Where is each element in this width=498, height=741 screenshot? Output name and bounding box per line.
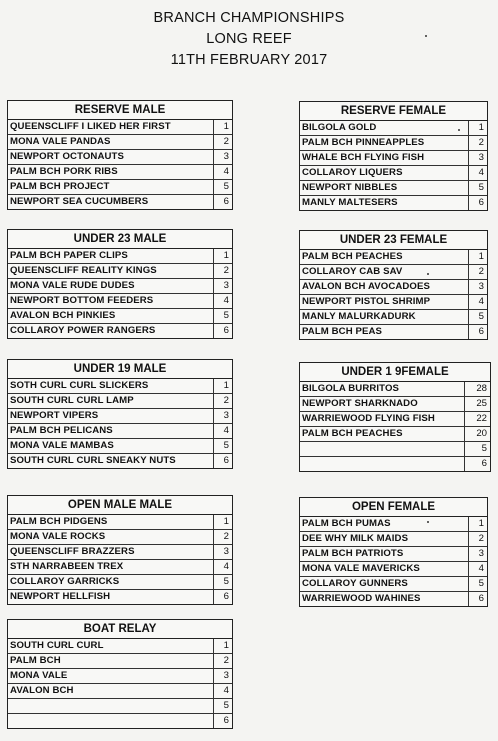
table-row (8, 195, 232, 209)
team-place: 5 (468, 577, 487, 591)
team-place: 4 (213, 560, 232, 574)
team-place: 6 (213, 714, 232, 728)
team-name: PALM BCH PORK RIBS (10, 166, 118, 177)
team-name: MANLY MALURKADURK (302, 311, 416, 322)
team-name: DEE WHY MILK MAIDS (302, 533, 409, 544)
table-boat-relay (7, 619, 233, 729)
team-name: PALM BCH PEACHES (302, 428, 403, 439)
table-row (300, 181, 487, 196)
team-place: 2 (468, 136, 487, 150)
team-place: 2 (213, 530, 232, 544)
table-row (8, 150, 232, 165)
table-row (300, 562, 487, 577)
table-row (8, 454, 232, 468)
team-place: 5 (213, 180, 232, 194)
team-place: 1 (213, 120, 232, 134)
team-place: 3 (468, 151, 487, 165)
team-name: COLLAROY GARRICKS (10, 576, 120, 587)
table-row (8, 409, 232, 424)
table-open-female (299, 497, 488, 607)
table-row (8, 309, 232, 324)
table-under-23-female (299, 230, 488, 340)
team-name: SOUTH CURL CURL LAMP (10, 395, 134, 406)
table-row (8, 394, 232, 409)
team-name (300, 442, 464, 456)
table-row (8, 249, 232, 264)
table-row (300, 310, 487, 325)
team-place: 2 (213, 394, 232, 408)
team-name: MONA VALE (10, 670, 68, 681)
team-name: NEWPORT BOTTOM FEEDERS (10, 295, 154, 306)
team-name: PALM BCH PAPER CLIPS (10, 250, 128, 261)
team-name: MANLY MALTESERS (302, 197, 398, 208)
table-row (8, 294, 232, 309)
team-name: STH NARRABEEN TREX (10, 561, 124, 572)
table-row (8, 560, 232, 575)
table-row (8, 180, 232, 195)
team-place: 6 (468, 592, 487, 606)
table-row (8, 590, 232, 604)
team-place: 5 (213, 439, 232, 453)
team-place: 1 (468, 121, 487, 135)
scan-speck (458, 129, 460, 131)
table-row (300, 382, 490, 397)
team-name: QUEENSCLIFF I LIKED HER FIRST (10, 121, 171, 132)
table-row (8, 515, 232, 530)
table-row (300, 427, 490, 442)
team-place: 6 (213, 324, 232, 338)
team-name: QUEENSCLIFF REALITY KINGS (10, 265, 157, 276)
team-place: 5 (468, 181, 487, 195)
team-name: SOTH CURL CURL SLICKERS (10, 380, 149, 391)
table-row (300, 265, 487, 280)
table-row (8, 639, 232, 654)
table-title: UNDER 1 9FEMALE (300, 363, 490, 382)
table-row (8, 165, 232, 180)
team-place: 1 (213, 515, 232, 529)
team-place: 20 (464, 427, 490, 441)
team-place: 3 (468, 547, 487, 561)
team-name: PALM BCH PEAS (302, 326, 383, 337)
table-row (8, 379, 232, 394)
team-place: 1 (468, 250, 487, 264)
team-place: 2 (213, 654, 232, 668)
table-row (300, 532, 487, 547)
team-place: 4 (213, 684, 232, 698)
team-name: BILGOLA BURRITOS (302, 383, 400, 394)
team-name: PALM BCH PELICANS (10, 425, 113, 436)
team-name: AVALON BCH AVOCADOES (302, 281, 430, 292)
header-location: LONG REEF (206, 31, 292, 47)
table-under-19-male (7, 359, 233, 469)
table-row (8, 530, 232, 545)
team-place: 4 (468, 562, 487, 576)
table-row (300, 442, 490, 457)
team-place: 3 (213, 669, 232, 683)
team-place: 6 (213, 195, 232, 209)
team-name: MONA VALE RUDE DUDES (10, 280, 135, 291)
team-name: PALM BCH PROJECT (10, 181, 110, 192)
table-under-19-female (299, 362, 491, 472)
table-row (8, 264, 232, 279)
table-row (8, 439, 232, 454)
team-name (8, 699, 213, 713)
team-name: AVALON BCH (10, 685, 74, 696)
table-row (8, 424, 232, 439)
table-row (300, 547, 487, 562)
team-name: WARRIEWOOD FLYING FISH (302, 413, 435, 424)
table-title: UNDER 23 MALE (8, 230, 232, 249)
table-row (300, 397, 490, 412)
team-name: NEWPORT OCTONAUTS (10, 151, 124, 162)
team-place: 1 (213, 639, 232, 653)
team-name: MONA VALE ROCKS (10, 531, 106, 542)
team-place: 4 (468, 295, 487, 309)
team-place: 1 (468, 517, 487, 531)
team-name (300, 457, 464, 471)
table-row (300, 517, 487, 532)
team-place: 22 (464, 412, 490, 426)
team-place: 3 (213, 409, 232, 423)
table-title: UNDER 23 FEMALE (300, 231, 487, 250)
table-reserve-male (7, 100, 233, 210)
team-place: 4 (213, 165, 232, 179)
table-row (300, 325, 487, 339)
table-row (300, 592, 487, 606)
team-name: MONA VALE PANDAS (10, 136, 111, 147)
team-name: SOUTH CURL CURL SNEAKY NUTS (10, 455, 176, 466)
team-place: 4 (468, 166, 487, 180)
table-row (300, 280, 487, 295)
team-name: NEWPORT SHARKNADO (302, 398, 418, 409)
table-title: OPEN MALE MALE (8, 496, 232, 515)
team-name: PALM BCH PUMAS (302, 518, 391, 529)
table-row (8, 684, 232, 699)
table-row (300, 457, 490, 471)
table-title: BOAT RELAY (8, 620, 232, 639)
team-place: 5 (213, 575, 232, 589)
team-place: 5 (464, 442, 490, 456)
team-name: WHALE BCH FLYING FISH (302, 152, 425, 163)
table-reserve-female (299, 101, 488, 211)
table-row (300, 250, 487, 265)
table-open-male (7, 495, 233, 605)
table-row (8, 120, 232, 135)
team-place: 3 (468, 280, 487, 294)
team-place: 6 (464, 457, 490, 471)
team-name: SOUTH CURL CURL (10, 640, 104, 651)
team-place: 2 (213, 135, 232, 149)
table-row (8, 654, 232, 669)
scan-speck (427, 273, 429, 275)
table-title: RESERVE FEMALE (300, 102, 487, 121)
team-name: NEWPORT SEA CUCUMBERS (10, 196, 149, 207)
team-name: PALM BCH PIDGENS (10, 516, 108, 527)
header-title: BRANCH CHAMPIONSHIPS (153, 10, 345, 26)
table-title: UNDER 19 MALE (8, 360, 232, 379)
team-name: COLLAROY GUNNERS (302, 578, 408, 589)
team-name: BILGOLA GOLD (302, 122, 377, 133)
team-place: 3 (213, 279, 232, 293)
team-name: NEWPORT VIPERS (10, 410, 99, 421)
team-place: 25 (464, 397, 490, 411)
team-name: NEWPORT PISTOL SHRIMP (302, 296, 431, 307)
table-row (8, 324, 232, 338)
table-row (8, 699, 232, 714)
scan-speck (425, 35, 427, 37)
team-place: 6 (468, 325, 487, 339)
team-place: 2 (213, 264, 232, 278)
table-under-23-male (7, 229, 233, 339)
team-place: 5 (213, 699, 232, 713)
table-row (8, 575, 232, 590)
team-place: 3 (213, 545, 232, 559)
team-name: MONA VALE MAVERICKS (302, 563, 420, 574)
team-name: MONA VALE MAMBAS (10, 440, 114, 451)
table-row (8, 545, 232, 560)
table-row (8, 714, 232, 728)
table-row (300, 196, 487, 210)
scan-speck (427, 521, 429, 523)
team-name: COLLAROY POWER RANGERS (10, 325, 156, 336)
team-place: 5 (213, 309, 232, 323)
team-place: 4 (213, 424, 232, 438)
team-name: COLLAROY LIQUERS (302, 167, 403, 178)
team-name: QUEENSCLIFF BRAZZERS (10, 546, 135, 557)
team-place: 6 (213, 590, 232, 604)
team-name (8, 714, 213, 728)
team-name: PALM BCH PATRIOTS (302, 548, 404, 559)
table-title: OPEN FEMALE (300, 498, 487, 517)
team-name: WARRIEWOOD WAHINES (302, 593, 421, 604)
team-name: PALM BCH PINNEAPPLES (302, 137, 425, 148)
table-row (300, 136, 487, 151)
team-name: PALM BCH (10, 655, 61, 666)
table-row (300, 412, 490, 427)
table-row (300, 295, 487, 310)
team-name: COLLAROY CAB SAV (302, 266, 403, 277)
team-name: NEWPORT HELLFISH (10, 591, 111, 602)
table-row (8, 279, 232, 294)
team-place: 4 (213, 294, 232, 308)
team-place: 2 (468, 532, 487, 546)
table-row (300, 166, 487, 181)
team-name: NEWPORT NIBBLES (302, 182, 398, 193)
team-place: 6 (468, 196, 487, 210)
team-place: 1 (213, 249, 232, 263)
table-row (300, 151, 487, 166)
team-place: 6 (213, 454, 232, 468)
team-place: 5 (468, 310, 487, 324)
team-place: 28 (464, 382, 490, 396)
table-row (300, 577, 487, 592)
table-row (8, 669, 232, 684)
team-place: 3 (213, 150, 232, 164)
team-name: AVALON BCH PINKIES (10, 310, 116, 321)
table-row (8, 135, 232, 150)
document-header (0, 8, 498, 71)
table-title: RESERVE MALE (8, 101, 232, 120)
team-place: 2 (468, 265, 487, 279)
header-date: 11TH FEBRUARY 2017 (170, 52, 328, 68)
team-place: 1 (213, 379, 232, 393)
team-name: PALM BCH PEACHES (302, 251, 403, 262)
